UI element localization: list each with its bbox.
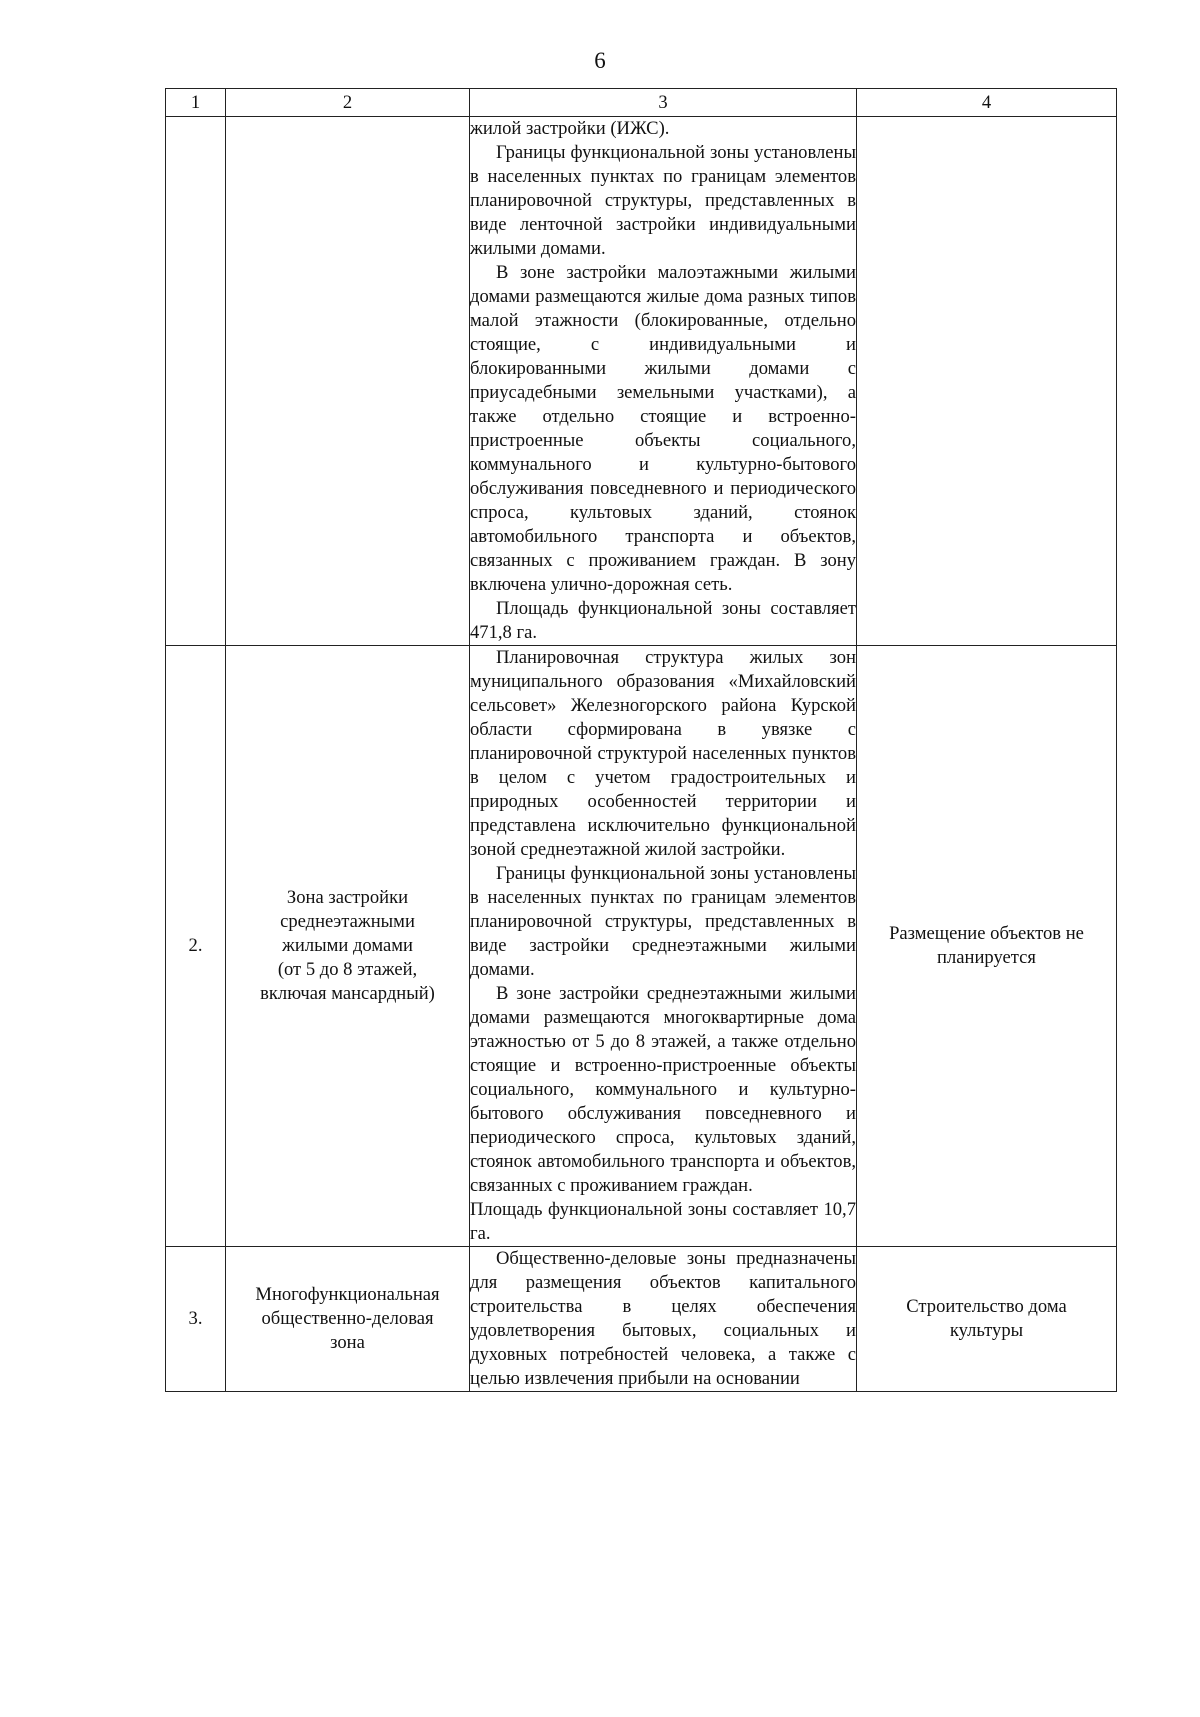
- description-paragraph: Границы функциональной зоны установлены в населенных пунктах по границам элементов планировочной структуры, представленных в виде ленточной застройки индивидуальными жилыми домами.: [470, 142, 856, 259]
- table-row: [166, 1247, 1117, 1392]
- zone-name: [226, 646, 470, 1247]
- zone-name: [226, 117, 470, 646]
- description-paragraph: Планировочная структура жилых зон муниципального образования «Михайловский сельсовет» Железногорского района Курской области сформирована в увязке с планировочной структурой населенных пунктов в целом с учетом градостроительных и природных особенностей территории и представлена исключительно функциональной зоной среднеэтажной жилой застройки.: [470, 647, 856, 860]
- row-number: 2.: [166, 646, 226, 1247]
- description-paragraph: Площадь функциональной зоны составляет 10,7 га.: [470, 1199, 856, 1244]
- zone-description: [470, 646, 857, 1247]
- header-cell: 1: [166, 89, 226, 117]
- zone-name-line: среднеэтажными: [280, 911, 415, 932]
- description-paragraph: жилой застройки (ИЖС).: [470, 118, 670, 139]
- zone-name: [226, 1247, 470, 1392]
- zone-name-line: общественно-деловая: [261, 1308, 434, 1329]
- description-paragraph: Границы функциональной зоны установлены в населенных пунктах по границам элементов планировочной структуры, представленных в виде застройки среднеэтажными жилыми домами.: [470, 863, 856, 980]
- row-number: [166, 117, 226, 646]
- zone-name-line: жилыми домами: [282, 935, 413, 956]
- planned-measures: [857, 646, 1117, 1247]
- planned-measures-line: планируется: [937, 947, 1036, 968]
- zone-description: [470, 1247, 857, 1392]
- planned-measures: [857, 1247, 1117, 1392]
- planned-measures-line: культуры: [949, 1320, 1024, 1341]
- planned-measures-line: Строительство дома: [906, 1296, 1067, 1317]
- zone-description: [470, 117, 857, 646]
- description-paragraph: Общественно-деловые зоны предназначены для размещения объектов капитального строительства в целях обеспечения удовлетворения бытовых, социальных и духовных потребностей человека, а также с целью извлечения прибыли на основании: [470, 1248, 856, 1389]
- row-number: 3.: [166, 1247, 226, 1392]
- description-paragraph: Площадь функциональной зоны составляет 471,8 га.: [470, 598, 856, 643]
- zone-name-line: включая мансардный): [260, 983, 435, 1004]
- page-number: 6: [594, 48, 606, 73]
- zones-table: [165, 88, 1117, 1392]
- planned-measures-line: Размещение объектов не: [889, 923, 1084, 944]
- header-cell: 2: [226, 89, 470, 117]
- zone-name-line: зона: [330, 1332, 365, 1353]
- header-row: [166, 89, 1117, 117]
- zone-name-line: Зона застройки: [286, 887, 409, 908]
- header-cell: 4: [857, 89, 1117, 117]
- description-paragraph: В зоне застройки среднеэтажными жилыми домами размещаются многоквартирные дома этажностью от 5 до 8 этажей, а также отдельно стоящие и встроенно-пристроенные объекты социального, коммунального и культурно-бытового обслуживания повседневного и периодического спроса, культовых зданий, стоянок автомобильного транспорта и объектов, связанных с проживанием граждан.: [470, 983, 856, 1196]
- table-row: [166, 646, 1117, 1247]
- zone-name-line: (от 5 до 8 этажей,: [277, 959, 418, 980]
- planned-measures: [857, 117, 1117, 646]
- table-row: [166, 117, 1117, 646]
- zone-name-line: Многофункциональная: [255, 1284, 440, 1305]
- header-cell: 3: [470, 89, 857, 117]
- description-paragraph: В зоне застройки малоэтажными жилыми домами размещаются жилые дома разных типов малой этажности (блокированные, отдельно стоящие, с индивидуальными и блокированными жилыми домами с приусадебными земельными участками), а также отдельно стоящие и встроенно-пристроенные объекты социального, коммунального и культурно-бытового обслуживания повседневного и периодического спроса, культовых зданий, стоянок автомобильного транспорта и объектов, связанных с проживанием граждан. В зону включена улично-дорожная сеть.: [470, 262, 856, 595]
